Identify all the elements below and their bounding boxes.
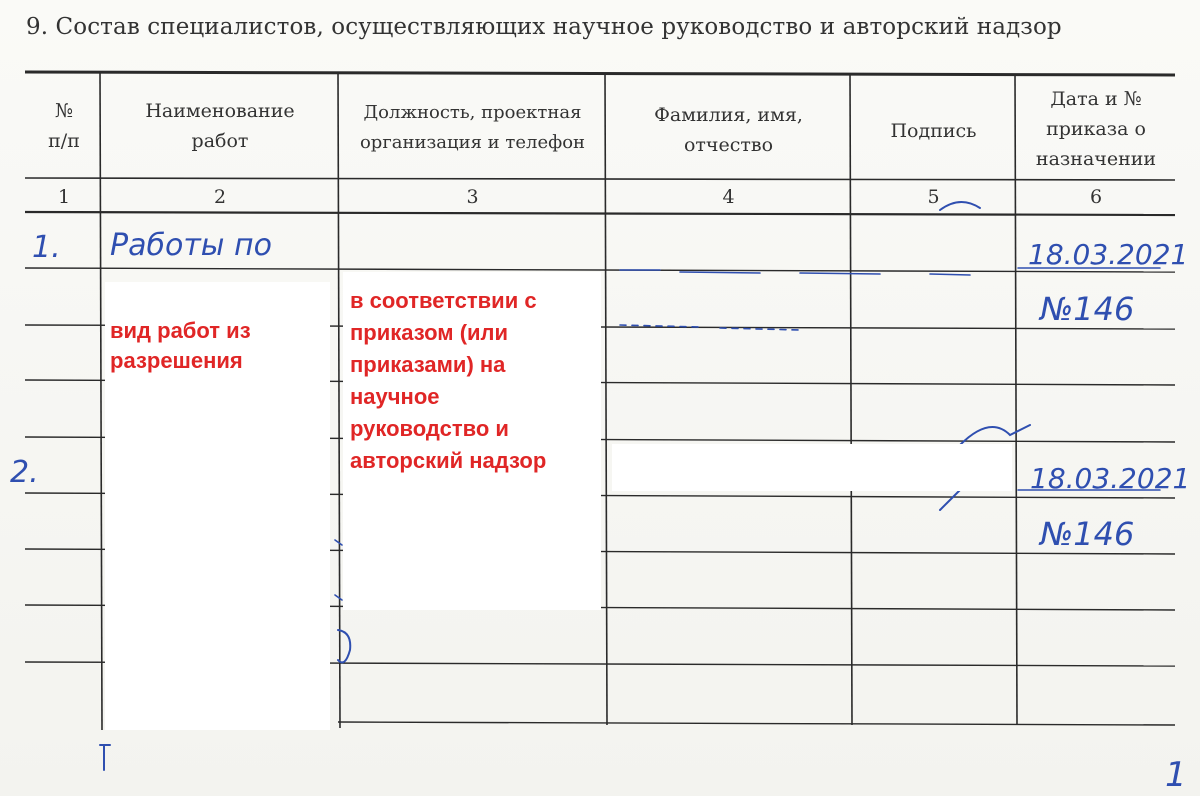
colnum-1: 1	[57, 186, 71, 208]
colnum-2: 2	[213, 186, 227, 208]
colnum-3: 3	[466, 186, 479, 208]
colnum-4: 4	[722, 186, 735, 208]
colnum-5: 5	[927, 186, 940, 208]
row2-number: 2.	[10, 455, 39, 490]
row2-order: №146	[1040, 515, 1135, 553]
row1-order: №146	[1040, 290, 1135, 328]
page-mark: 1	[1165, 755, 1187, 795]
row1-date: 18.03.2021	[1028, 238, 1189, 271]
section-title: 9. Состав специалистов, осуществляющих научное руководство и авторский надзор	[26, 14, 1062, 40]
position-note: в соответствии с приказом (или приказами) на научное руководство и авторский надзор	[350, 288, 547, 473]
redaction-row2-strip	[612, 444, 1012, 491]
header-order-date: Дата и № приказа о назначении	[1035, 88, 1157, 170]
row1-work: Работы по	[110, 228, 272, 263]
header-work-name: Наименование работ	[145, 100, 295, 152]
header-position: Должность, проектная организация и телефон	[359, 102, 586, 153]
work-type-note: вид работ из разрешения	[110, 318, 251, 373]
header-full-name: Фамилия, имя, отчество	[654, 104, 803, 156]
header-signature: Подпись	[890, 120, 977, 142]
row1-number: 1.	[32, 230, 61, 265]
colnum-6: 6	[1089, 186, 1103, 208]
header-number: № п/п	[48, 100, 80, 152]
row2-date: 18.03.2021	[1030, 462, 1191, 495]
